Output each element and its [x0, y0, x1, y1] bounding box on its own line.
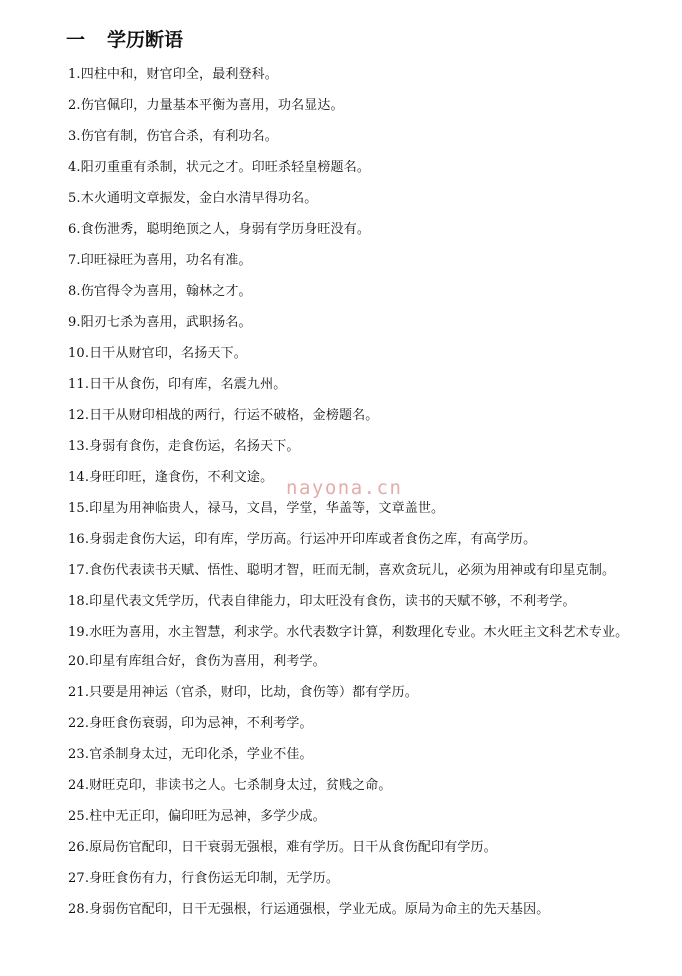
list-item: 18.印星代表文凭学历，代表自律能力，印太旺没有食伤，读书的天赋不够，不利考学。	[68, 594, 576, 609]
list-item: 1.四柱中和，财官印全，最利登科。	[68, 67, 278, 82]
list-item: 9.阳刃七杀为喜用，武职扬名。	[68, 315, 252, 330]
list-item: 5.木火通明文章振发，金白水清早得功名。	[68, 191, 318, 206]
list-item: 23.官杀制身太过，无印化杀，学业不佳。	[68, 747, 313, 762]
list-item: 21.只要是用神运（官杀，财印，比劫，食伤等）都有学历。	[68, 685, 418, 700]
section-heading	[66, 26, 183, 54]
section-number: 一	[66, 29, 86, 51]
list-item: 12.日干从财印相战的两行，行运不破格，金榜题名。	[68, 408, 379, 423]
list-item: 8.伤官得令为喜用，翰林之才。	[68, 284, 252, 299]
list-item: 19.水旺为喜用，水主智慧，利求学。水代表数字计算，利数理化专业。木火旺主文科艺术专业。	[68, 625, 629, 640]
list-item: 10.日干从财官印，名扬天下。	[68, 346, 247, 361]
list-item: 22.身旺食伤衰弱，印为忌神，不利考学。	[68, 716, 313, 731]
judgement-list	[68, 66, 668, 932]
list-item: 6.食伤泄秀，聪明绝顶之人，身弱有学历身旺没有。	[68, 222, 371, 237]
list-item: 28.身弱伤官配印，日干无强根，行运通强根，学业无成。原局为命主的先天基因。	[68, 902, 550, 917]
list-item: 4.阳刃重重有杀制，状元之才。印旺杀轻皇榜题名。	[68, 160, 371, 175]
watermark-text: nayona.cn	[286, 477, 403, 499]
list-item: 16.身弱走食伤大运，印有库，学历高。行运冲开印库或者食伤之库，有高学历。	[68, 532, 537, 547]
list-item: 11.日干从食伤，印有库，名震九州。	[68, 377, 287, 392]
list-item: 27.身旺食伤有力，行食伤运无印制，无学历。	[68, 871, 339, 886]
list-item: 17.食伤代表读书天赋、悟性、聪明才智，旺而无制，喜欢贪玩儿，必须为用神或有印星克制。	[68, 563, 616, 578]
list-item: 13.身弱有食伤，走食伤运，名扬天下。	[68, 439, 300, 454]
list-item: 24.财旺克印，非读书之人。七杀制身太过，贫贱之命。	[68, 778, 392, 793]
list-item: 25.柱中无正印，偏印旺为忌神，多学少成。	[68, 809, 326, 824]
list-item: 7.印旺禄旺为喜用，功名有准。	[68, 253, 252, 268]
list-item: 14.身旺印旺，逢食伤，不利文途。	[68, 470, 274, 485]
list-item: 2.伤官佩印，力量基本平衡为喜用，功名显达。	[68, 98, 344, 113]
list-item: 20.印星有库组合好，食伤为喜用，利考学。	[68, 654, 326, 669]
list-item: 15.印星为用神临贵人，禄马，文昌，学堂，华盖等，文章盖世。	[68, 501, 445, 516]
section-title: 学历断语	[107, 29, 184, 51]
list-item: 3.伤官有制，伤官合杀，有利功名。	[68, 129, 278, 144]
list-item: 26.原局伤官配印，日干衰弱无强根，难有学历。日干从食伤配印有学历。	[68, 840, 497, 855]
